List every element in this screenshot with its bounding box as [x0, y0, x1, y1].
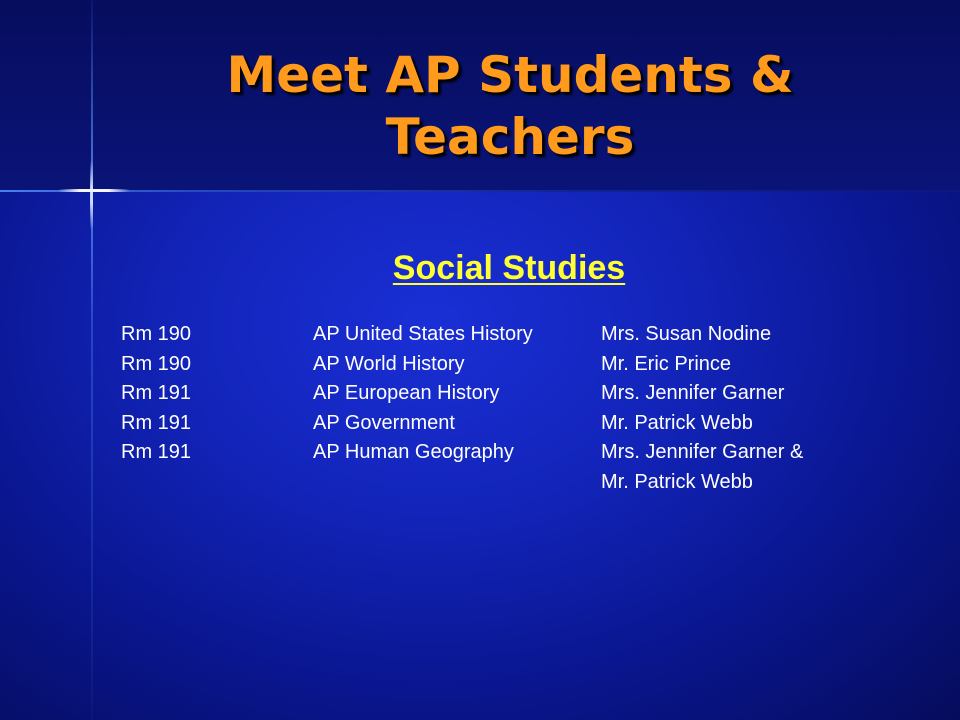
course-name [313, 468, 601, 498]
light-flare-horizontal [58, 189, 130, 192]
course-name: AP Government [313, 411, 455, 434]
teacher-name: Mrs. Susan Nodine [601, 323, 772, 345]
course-name: AP European History [313, 382, 500, 404]
room-number: Rm 191 [121, 441, 192, 463]
schedule-row [121, 438, 901, 468]
light-flare-vertical [90, 160, 93, 230]
room-number: Rm 191 [121, 411, 192, 434]
teacher-name: Mr. Eric Prince [601, 352, 732, 375]
room-number: Rm 190 [121, 352, 192, 375]
schedule-row [121, 379, 901, 409]
course-name: AP World History [313, 352, 465, 375]
teacher-name: Mr. Patrick Webb [601, 470, 753, 493]
schedule-row [121, 468, 901, 498]
slide-title: Meet AP Students & Teachers [226, 46, 794, 166]
course-name: AP Human Geography [313, 441, 514, 463]
room-number: Rm 191 [121, 382, 192, 404]
teacher-name: Mrs. Jennifer Garner & [601, 441, 804, 463]
class-schedule-list [121, 320, 901, 497]
vertical-accent-line [91, 0, 93, 720]
horizontal-divider-line [0, 190, 960, 192]
room-number: Rm 190 [121, 323, 192, 345]
course-name: AP United States History [313, 323, 533, 345]
schedule-row [121, 409, 901, 439]
room-number [121, 468, 313, 498]
teacher-name: Mrs. Jennifer Garner [601, 382, 785, 404]
teacher-name: Mr. Patrick Webb [601, 411, 753, 434]
section-heading: Social Studies [392, 249, 626, 287]
schedule-row [121, 320, 901, 350]
schedule-row [121, 350, 901, 380]
